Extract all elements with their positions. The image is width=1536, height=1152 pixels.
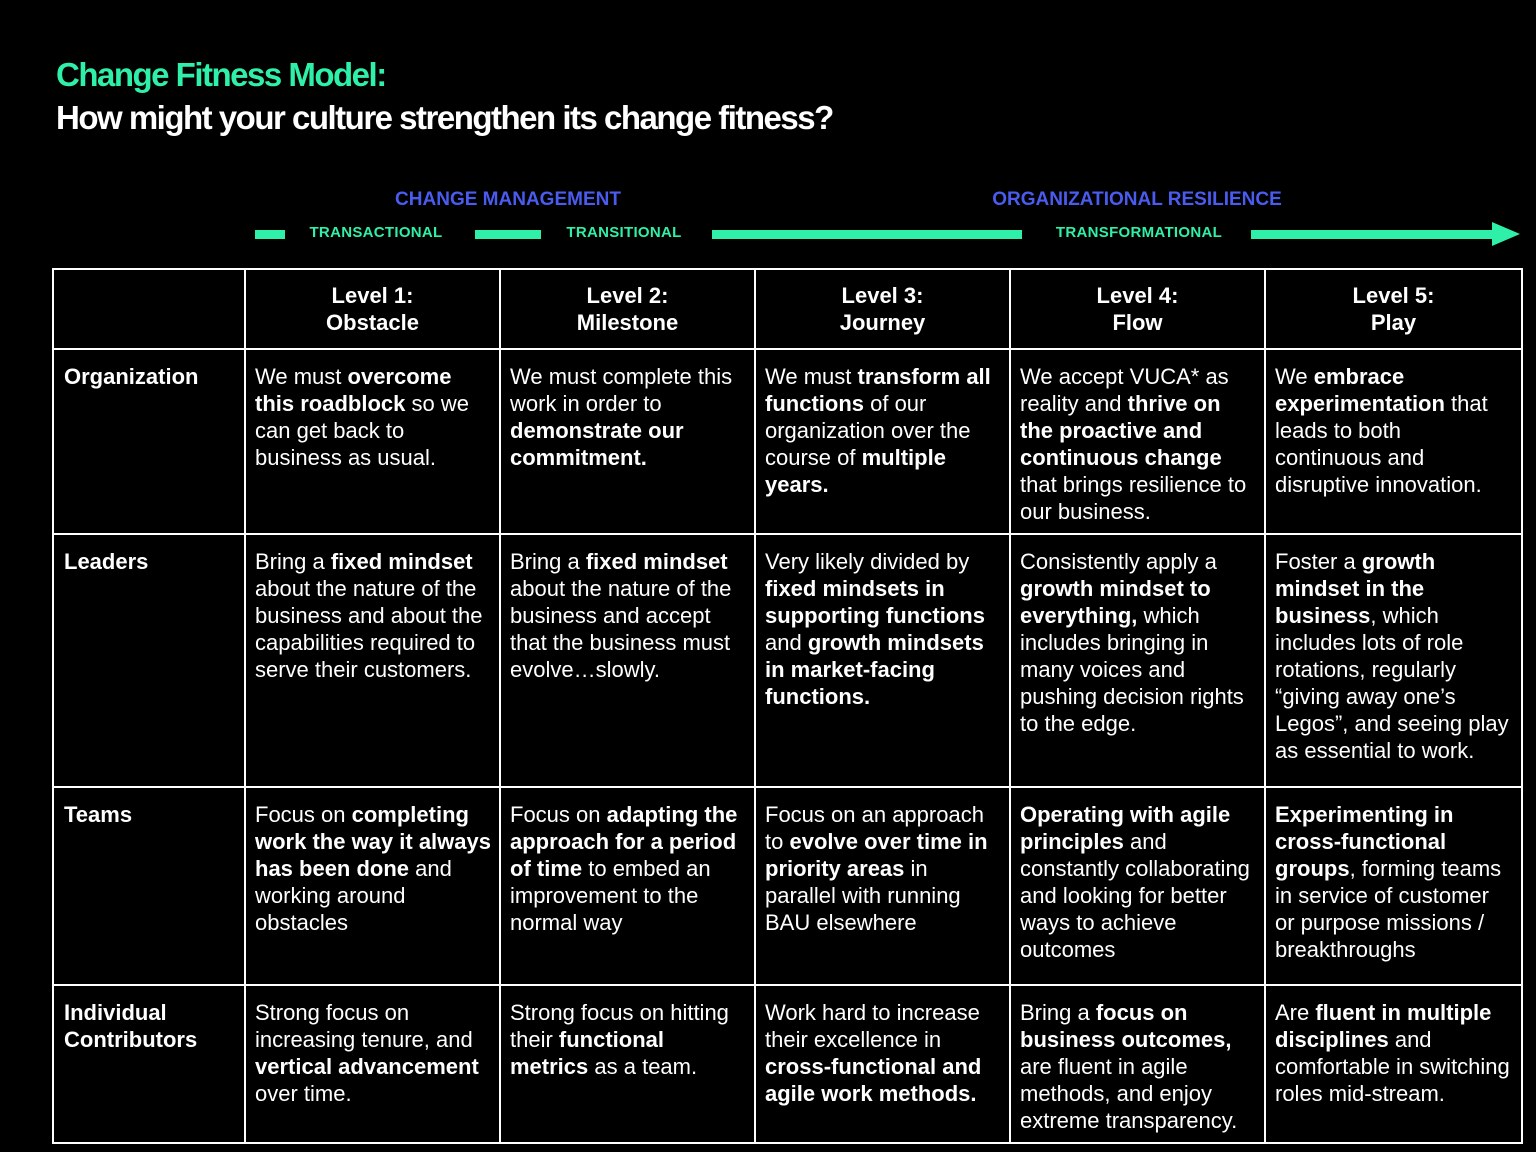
text-run: and comfortable in switching roles mid-stream. [1275, 1027, 1510, 1106]
text-run: and constantly collaborating and looking for better ways to achieve outcomes [1020, 829, 1250, 962]
text-run: We must complete this work in order to [510, 364, 733, 416]
table-cell [1265, 985, 1522, 1143]
header-level-3 [755, 269, 1010, 349]
header-empty-cell [53, 269, 245, 349]
scale-bar-segment [475, 230, 541, 239]
level-name: Flow [1112, 310, 1163, 335]
text-run: Foster a [1275, 549, 1362, 574]
text-run: Work hard to increase their excellence in [765, 1000, 980, 1052]
bold-text-run: embrace experimentation [1275, 364, 1445, 416]
text-run: We accept VUCA* as reality and [1020, 364, 1229, 416]
arrow-right-icon [1492, 222, 1520, 246]
text-run: to embed an improvement to the normal way [510, 856, 711, 935]
table-cell [1010, 534, 1265, 787]
bold-text-run: adapting the approach for a period of time [510, 802, 738, 881]
table-row [53, 349, 1522, 534]
table-cell [755, 534, 1010, 787]
table-cell [245, 787, 500, 985]
text-run: so we can get back to business as usual. [255, 391, 469, 470]
text-run: Focus on an approach to [765, 802, 984, 854]
change-fitness-table [52, 268, 1523, 1144]
text-run: , forming teams in service of customer or purpose missions / breakthroughs [1275, 856, 1502, 962]
stage-transitional: TRANSITIONAL [566, 224, 682, 241]
text-run: as a team. [588, 1054, 698, 1079]
table-cell [500, 787, 755, 985]
text-run: Strong focus on increasing tenure, and [255, 1000, 473, 1052]
title-line-1: Change Fitness Model: [56, 56, 386, 93]
text-run: Focus on [255, 802, 352, 827]
bold-text-run: fluent in multiple disciplines [1275, 1000, 1492, 1052]
text-run: We [1275, 364, 1314, 389]
table-cell [1010, 985, 1265, 1143]
row-label-leaders: Leaders [53, 534, 245, 787]
row-label-individual-contributors: Individual Contributors [53, 985, 245, 1143]
header-level-2 [500, 269, 755, 349]
header-level-5 [1265, 269, 1522, 349]
bold-text-run: fixed mindsets in supporting functions [765, 576, 985, 628]
text-run: Bring a [1020, 1000, 1096, 1025]
bold-text-run: cross-functional and agile work methods. [765, 1054, 982, 1106]
table-row [53, 985, 1522, 1143]
text-run: and working around obstacles [255, 856, 452, 935]
text-run: Very likely divided by [765, 549, 970, 574]
bold-text-run: demonstrate our commitment. [510, 418, 684, 470]
text-run: Bring a [255, 549, 331, 574]
table-cell [245, 985, 500, 1143]
level-name: Obstacle [326, 310, 419, 335]
row-label-organization: Organization [53, 349, 245, 534]
text-run: and [765, 630, 808, 655]
table-cell [1265, 534, 1522, 787]
table-cell [500, 534, 755, 787]
table-cell [755, 349, 1010, 534]
table-cell [245, 534, 500, 787]
header-level-4 [1010, 269, 1265, 349]
bold-text-run: thrive on the proactive and continuous change [1020, 391, 1222, 470]
text-run: Consistently apply a [1020, 549, 1217, 574]
text-run: Are [1275, 1000, 1316, 1025]
bold-text-run: transform all functions [765, 364, 991, 416]
level-name: Journey [839, 310, 926, 335]
scale-bar-segment [1251, 230, 1495, 239]
text-run: about the nature of the business and about the capabilities required to serve their customers. [255, 576, 483, 682]
table-cell [1265, 349, 1522, 534]
bold-text-run: Operating with agile principles [1020, 802, 1231, 854]
table-cell [1010, 349, 1265, 534]
text-run: We must [765, 364, 858, 389]
text-run: Bring a [510, 549, 586, 574]
table-header-row [53, 269, 1522, 349]
row-label-teams: Teams [53, 787, 245, 985]
text-run: , which includes lots of role rotations, regularly “giving away one’s Legos”, and seeing play as essential to work. [1275, 603, 1509, 763]
table-cell [1265, 787, 1522, 985]
table-cell [500, 349, 755, 534]
title-line-2: How might your culture strengthen its change fitness? [56, 99, 833, 136]
stage-transformational: TRANSFORMATIONAL [1055, 224, 1223, 241]
bold-text-run: overcome this roadblock [255, 364, 452, 416]
bold-text-run: functional metrics [510, 1027, 665, 1079]
level-number: Level 4: [1096, 283, 1179, 308]
bold-text-run: vertical advancement [255, 1054, 479, 1079]
level-number: Level 5: [1352, 283, 1435, 308]
scale-bar-segment [255, 230, 285, 239]
bold-text-run: fixed mindset [330, 549, 473, 574]
text-run: over time. [255, 1081, 352, 1106]
header-level-1 [245, 269, 500, 349]
level-number: Level 1: [331, 283, 414, 308]
bold-text-run: focus on business outcomes, [1020, 1000, 1232, 1052]
table-cell [1010, 787, 1265, 985]
table-cell [245, 349, 500, 534]
bold-text-run: Experimenting in cross-functional groups [1275, 802, 1454, 881]
table-row [53, 787, 1522, 985]
text-run: about the nature of the business and accept that the business must evolve…slowly. [510, 576, 732, 682]
level-number: Level 2: [586, 283, 669, 308]
bold-text-run: evolve over time in priority areas [765, 829, 988, 881]
text-run: that brings resilience to our business. [1020, 472, 1247, 524]
category-change-management: CHANGE MANAGEMENT [395, 189, 621, 210]
bold-text-run: completing work the way it always has been done [255, 802, 491, 881]
level-name: Play [1370, 310, 1417, 335]
level-name: Milestone [576, 310, 679, 335]
table-row [53, 534, 1522, 787]
text-run: that leads to both continuous and disruptive innovation. [1275, 391, 1488, 497]
bold-text-run: growth mindsets in market-facing functions. [765, 630, 984, 709]
stage-transactional: TRANSACTIONAL [309, 224, 443, 241]
table-cell [755, 787, 1010, 985]
bold-text-run: fixed mindset [585, 549, 728, 574]
bold-text-run: multiple years. [765, 445, 946, 497]
text-run: Focus on [510, 802, 607, 827]
text-run: Strong focus on hitting their [510, 1000, 729, 1052]
scale-bar-segment [712, 230, 1022, 239]
table-cell [755, 985, 1010, 1143]
table-cell [500, 985, 755, 1143]
text-run: which includes bringing in many voices and pushing decision rights to the edge. [1020, 603, 1244, 736]
text-run: We must [255, 364, 348, 389]
bold-text-run: growth mindset to everything, [1020, 576, 1211, 628]
text-run: of our organization over the course of [765, 391, 971, 470]
category-organizational-resilience: ORGANIZATIONAL RESILIENCE [992, 189, 1282, 210]
level-number: Level 3: [841, 283, 924, 308]
text-run: are fluent in agile methods, and enjoy extreme transparency. [1020, 1054, 1238, 1133]
text-run: in parallel with running BAU elsewhere [765, 856, 961, 935]
bold-text-run: growth mindset in the business [1275, 549, 1436, 628]
